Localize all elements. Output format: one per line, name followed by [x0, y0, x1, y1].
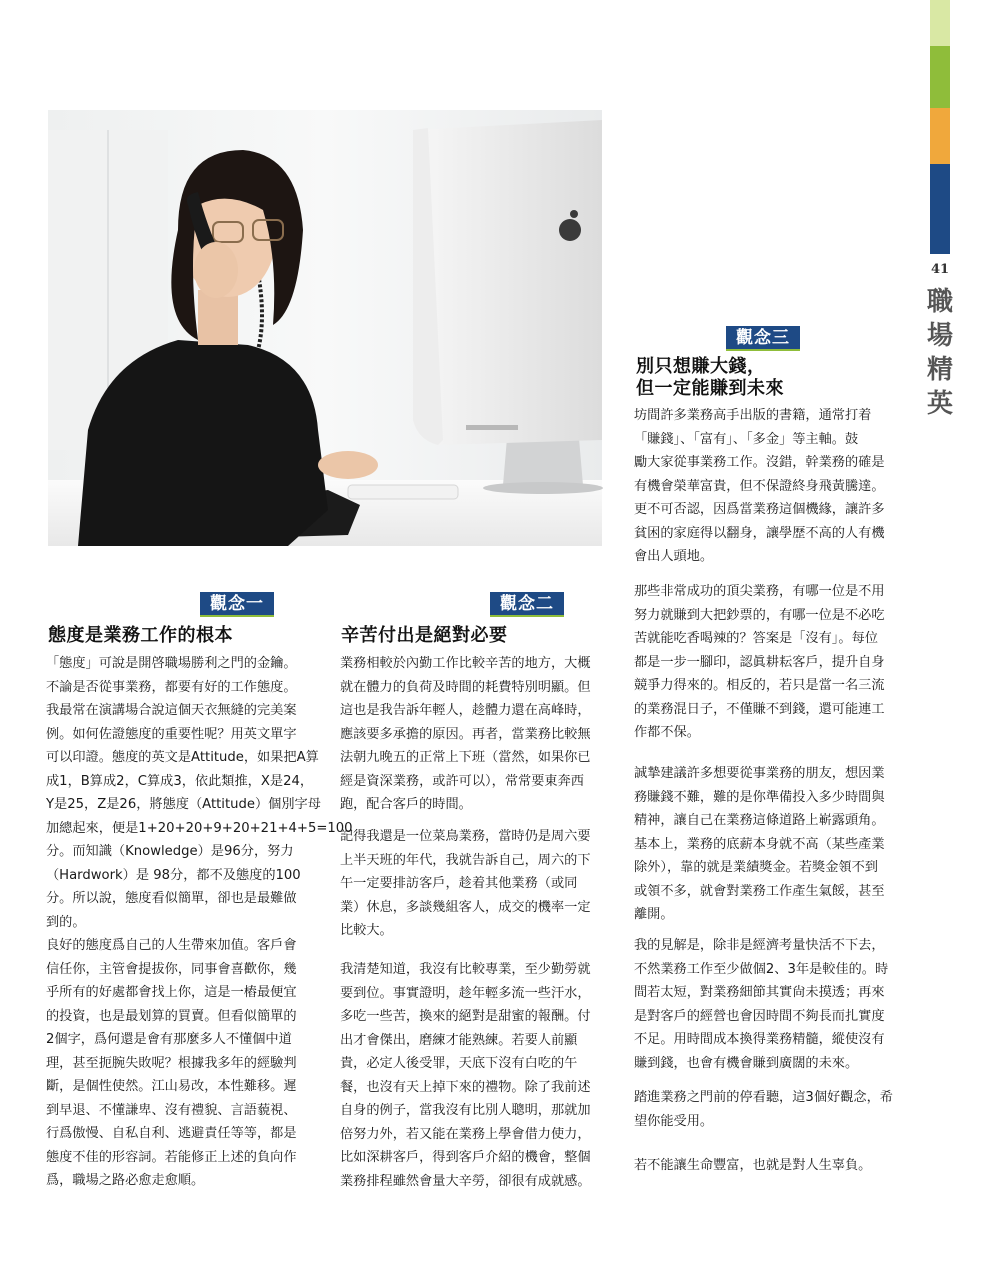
- text-line: 離開。: [634, 907, 674, 922]
- woman-on-phone-photo: [48, 110, 602, 546]
- concept-two-paragraph-1: [340, 652, 604, 817]
- text-line: 乎所有的好處都會找上你，這是一樁最便宜: [46, 985, 297, 1000]
- concept-three-paragraph-3: [634, 762, 898, 927]
- text-line: 不足。用時間成本換得業務精髓，縱使沒有: [634, 1032, 885, 1047]
- text-line: 要到位。事實證明，趁年輕多流一些汗水，: [340, 985, 591, 1001]
- text-line: 作都不保。: [634, 725, 700, 740]
- concept-three-title: [636, 356, 784, 400]
- photo-illustration: [48, 110, 602, 546]
- text-line: 跑，配合客戶的時間。: [340, 797, 472, 812]
- text-line: 午一定要排訪客戶，趁着其他業務（或同: [340, 876, 578, 891]
- text-line: 記得我還是一位菜鳥業務，當時仍是周六要: [340, 829, 591, 844]
- text-line: 就在體力的負荷及時間的耗費特別明顯。但: [340, 679, 591, 695]
- edge-color-block-navy: [930, 164, 950, 254]
- concept-one-paragraph-2: [46, 934, 310, 1193]
- text-line: 斷，是個性使然。江山易改，本性難移。遲: [46, 1079, 297, 1094]
- text-line: 踏進業務之門前的停看聽，這3個好觀念，希: [634, 1090, 893, 1105]
- text-line: 行爲傲慢、自私自利、逃避責任等等，都是: [46, 1126, 297, 1141]
- text-line: 信任你，主管會提拔你，同事會喜歡你，幾: [46, 961, 297, 977]
- text-line: 會出人頭地。: [634, 549, 714, 564]
- text-line: 出才會傑出，磨練才能熟練。若要人前顯: [340, 1032, 578, 1048]
- text-line: 不然業務工作至少做個2、3年是較佳的。時: [634, 961, 889, 977]
- text-line: 更不可否認，因爲當業務這個機緣，讓許多: [634, 502, 885, 517]
- text-line: 那些非常成功的頂尖業務，有哪一位是不用: [634, 584, 885, 599]
- text-line: 業）休息，多談幾組客人，成交的機率一定: [340, 899, 591, 915]
- text-line: 間若太短，對業務細節其實尙未摸透；再來: [634, 985, 885, 1000]
- text-line: 多吃一些苦，換來的絕對是甜蜜的報酬。付: [340, 1009, 591, 1024]
- text-line: 貧困的家庭得以翻身，讓學歷不高的人有機: [634, 525, 885, 541]
- concept-one-title: 態度是業務工作的根本: [48, 625, 233, 646]
- text-line: 賺到錢，也會有機會賺到廣闊的未來。: [634, 1055, 859, 1071]
- text-line: 餐，也沒有天上掉下來的禮物。除了我前述: [340, 1079, 591, 1095]
- concept-three-paragraph-4: [634, 934, 898, 1075]
- text-line: 自身的例子，當我沒有比別人聰明，那就加: [340, 1103, 591, 1118]
- text-line: （Hardwork）是 98分，都不及態度的100: [46, 867, 301, 883]
- edge-color-block-green: [930, 46, 950, 108]
- text-line: 分。所以說，態度看似簡單，卻也是最難做: [46, 891, 297, 906]
- concept-two-title: 辛苦付出是絕對必要: [341, 625, 508, 646]
- text-line: 法朝九晚五的正常上下班（當然，如果你已: [340, 750, 591, 765]
- text-line: 勵大家從事業務工作。沒錯，幹業務的確是: [634, 455, 885, 470]
- concept-one-paragraph-1: [46, 652, 353, 934]
- text-line: 坊間許多業務高手出版的書籍，通常打着: [634, 408, 872, 423]
- text-line: 成1，B算成2，C算成3，依此類推，X是24，: [46, 773, 314, 789]
- text-line: 是對客戶的經營也會因時間不夠長而扎實度: [634, 1008, 885, 1024]
- text-line: 除外），靠的就是業績獎金。若獎金領不到: [634, 860, 878, 875]
- text-line: 不論是否從事業務，都要有好的工作態度。: [46, 679, 297, 695]
- text-line: 良好的態度爲自己的人生帶來加值。客戶會: [46, 938, 297, 953]
- edge-color-block-light-green: [930, 0, 950, 46]
- text-line: 貴，必定人後受罪，天底下沒有白吃的午: [340, 1056, 578, 1071]
- edge-color-block-orange: [930, 108, 950, 164]
- concept-three-paragraph-6: [634, 1154, 898, 1178]
- text-line: 到的。: [46, 914, 86, 930]
- text-line: 比如深耕客戶，得到客戶介紹的機會，整個: [340, 1150, 591, 1165]
- text-line: 努力就賺到大把鈔票的，有哪一位是不必吃: [634, 607, 885, 623]
- section-char: 場: [926, 321, 953, 351]
- text-line: 望你能受用。: [634, 1113, 714, 1129]
- concept-three-title-line: 但一定能賺到未來: [636, 378, 784, 399]
- text-line: 分。而知識（Knowledge）是96分，努力: [46, 844, 294, 859]
- concept-three-badge: 觀念三: [726, 326, 800, 351]
- text-line: 到早退、不懂謙卑、沒有禮貌、言語藐視、: [46, 1102, 297, 1118]
- concept-two-paragraph-2: [340, 825, 604, 943]
- text-line: 業務排程雖然會量大辛勞，卻很有成就感。: [340, 1173, 591, 1189]
- text-line: 競爭力得來的。相反的，若只是當一名三流: [634, 678, 885, 693]
- text-line: Y是25，Z是26，將態度（Attitude）個別字母: [46, 797, 321, 812]
- text-line: 這也是我告訴年輕人，趁體力還在高峰時，: [340, 703, 591, 718]
- concept-two-badge: 觀念二: [490, 592, 564, 617]
- text-line: 業務相較於內勤工作比較辛苦的地方，大概: [340, 656, 591, 671]
- concept-three-paragraph-1: [634, 404, 898, 569]
- text-line: 的業務混日子，不僅賺不到錢，還可能連工: [634, 701, 885, 717]
- text-line: 比較大。: [340, 923, 393, 938]
- text-line: 應該要多承擔的原因。再者，當業務比較無: [340, 726, 591, 742]
- section-char: 職: [926, 287, 953, 317]
- text-line: 經是資深業務，或許可以），常常要東奔西: [340, 773, 584, 789]
- text-line: 我最常在演講場合說這個天衣無縫的完美案: [46, 703, 297, 718]
- text-line: 加總起來，便是1+20+20+9+20+21+4+5=100: [46, 820, 353, 836]
- concept-two-paragraph-3: [340, 958, 604, 1193]
- section-title: [926, 285, 954, 421]
- text-line: 苦就能吃香喝辣的？答案是「沒有」。每位: [634, 631, 878, 646]
- text-line: 例。如何佐證態度的重要性呢？用英文單字: [46, 726, 297, 742]
- text-line: 的投資，也是最划算的買賣。但看似簡單的: [46, 1008, 297, 1024]
- text-line: 我清楚知道，我沒有比較專業，至少勤勞就: [340, 962, 591, 977]
- concept-three-paragraph-2: [634, 580, 898, 745]
- text-line: 可以印證。態度的英文是Attitude，如果把A算: [46, 750, 319, 765]
- text-line: 務賺錢不難，難的是你準備投入多少時間與: [634, 789, 885, 805]
- text-line: 若不能讓生命豐富，也就是對人生辜負。: [634, 1158, 872, 1173]
- section-char: 英: [926, 389, 953, 419]
- concept-three-paragraph-5: [634, 1086, 898, 1133]
- text-line: 爲，職場之路必愈走愈順。: [46, 1173, 205, 1188]
- text-line: 理，甚至扼腕失敗呢？根據我多年的經驗判: [46, 1055, 297, 1071]
- text-line: 態度不佳的形容詞。若能修正上述的負向作: [46, 1149, 297, 1165]
- text-line: 或領不多，就會對業務工作產生氣餒，甚至: [634, 883, 885, 899]
- text-line: 「態度」可說是開啓職場勝利之門的金鑰。: [46, 656, 297, 671]
- text-line: 基本上，業務的底薪本身就不高（某些產業: [634, 836, 885, 852]
- text-line: 「賺錢」、「富有」、「多金」等主軸。鼓: [634, 431, 859, 447]
- text-line: 精神，讓自己在業務這條道路上嶄露頭角。: [634, 813, 885, 828]
- text-line: 有機會榮華富貴，但不保證終身飛黃騰達。: [634, 478, 885, 494]
- page-number: 41: [930, 262, 950, 277]
- text-line: 倍努力外，若又能在業務上學會借力使力，: [340, 1126, 591, 1142]
- concept-one-badge: 觀念一: [200, 592, 274, 617]
- text-line: 都是一步一腳印，認眞耕耘客戶，提升自身: [634, 654, 885, 670]
- text-line: 誠摯建議許多想要從事業務的朋友，想因業: [634, 766, 885, 781]
- text-line: 我的見解是，除非是經濟考量快活不下去，: [634, 938, 885, 953]
- text-line: 2個字，爲何還是會有那麼多人不懂個中道: [46, 1032, 292, 1047]
- section-char: 精: [926, 355, 953, 385]
- text-line: 上半天班的年代，我就告訴自己，周六的下: [340, 852, 591, 868]
- concept-three-title-line: 別只想賺大錢，: [636, 356, 766, 377]
